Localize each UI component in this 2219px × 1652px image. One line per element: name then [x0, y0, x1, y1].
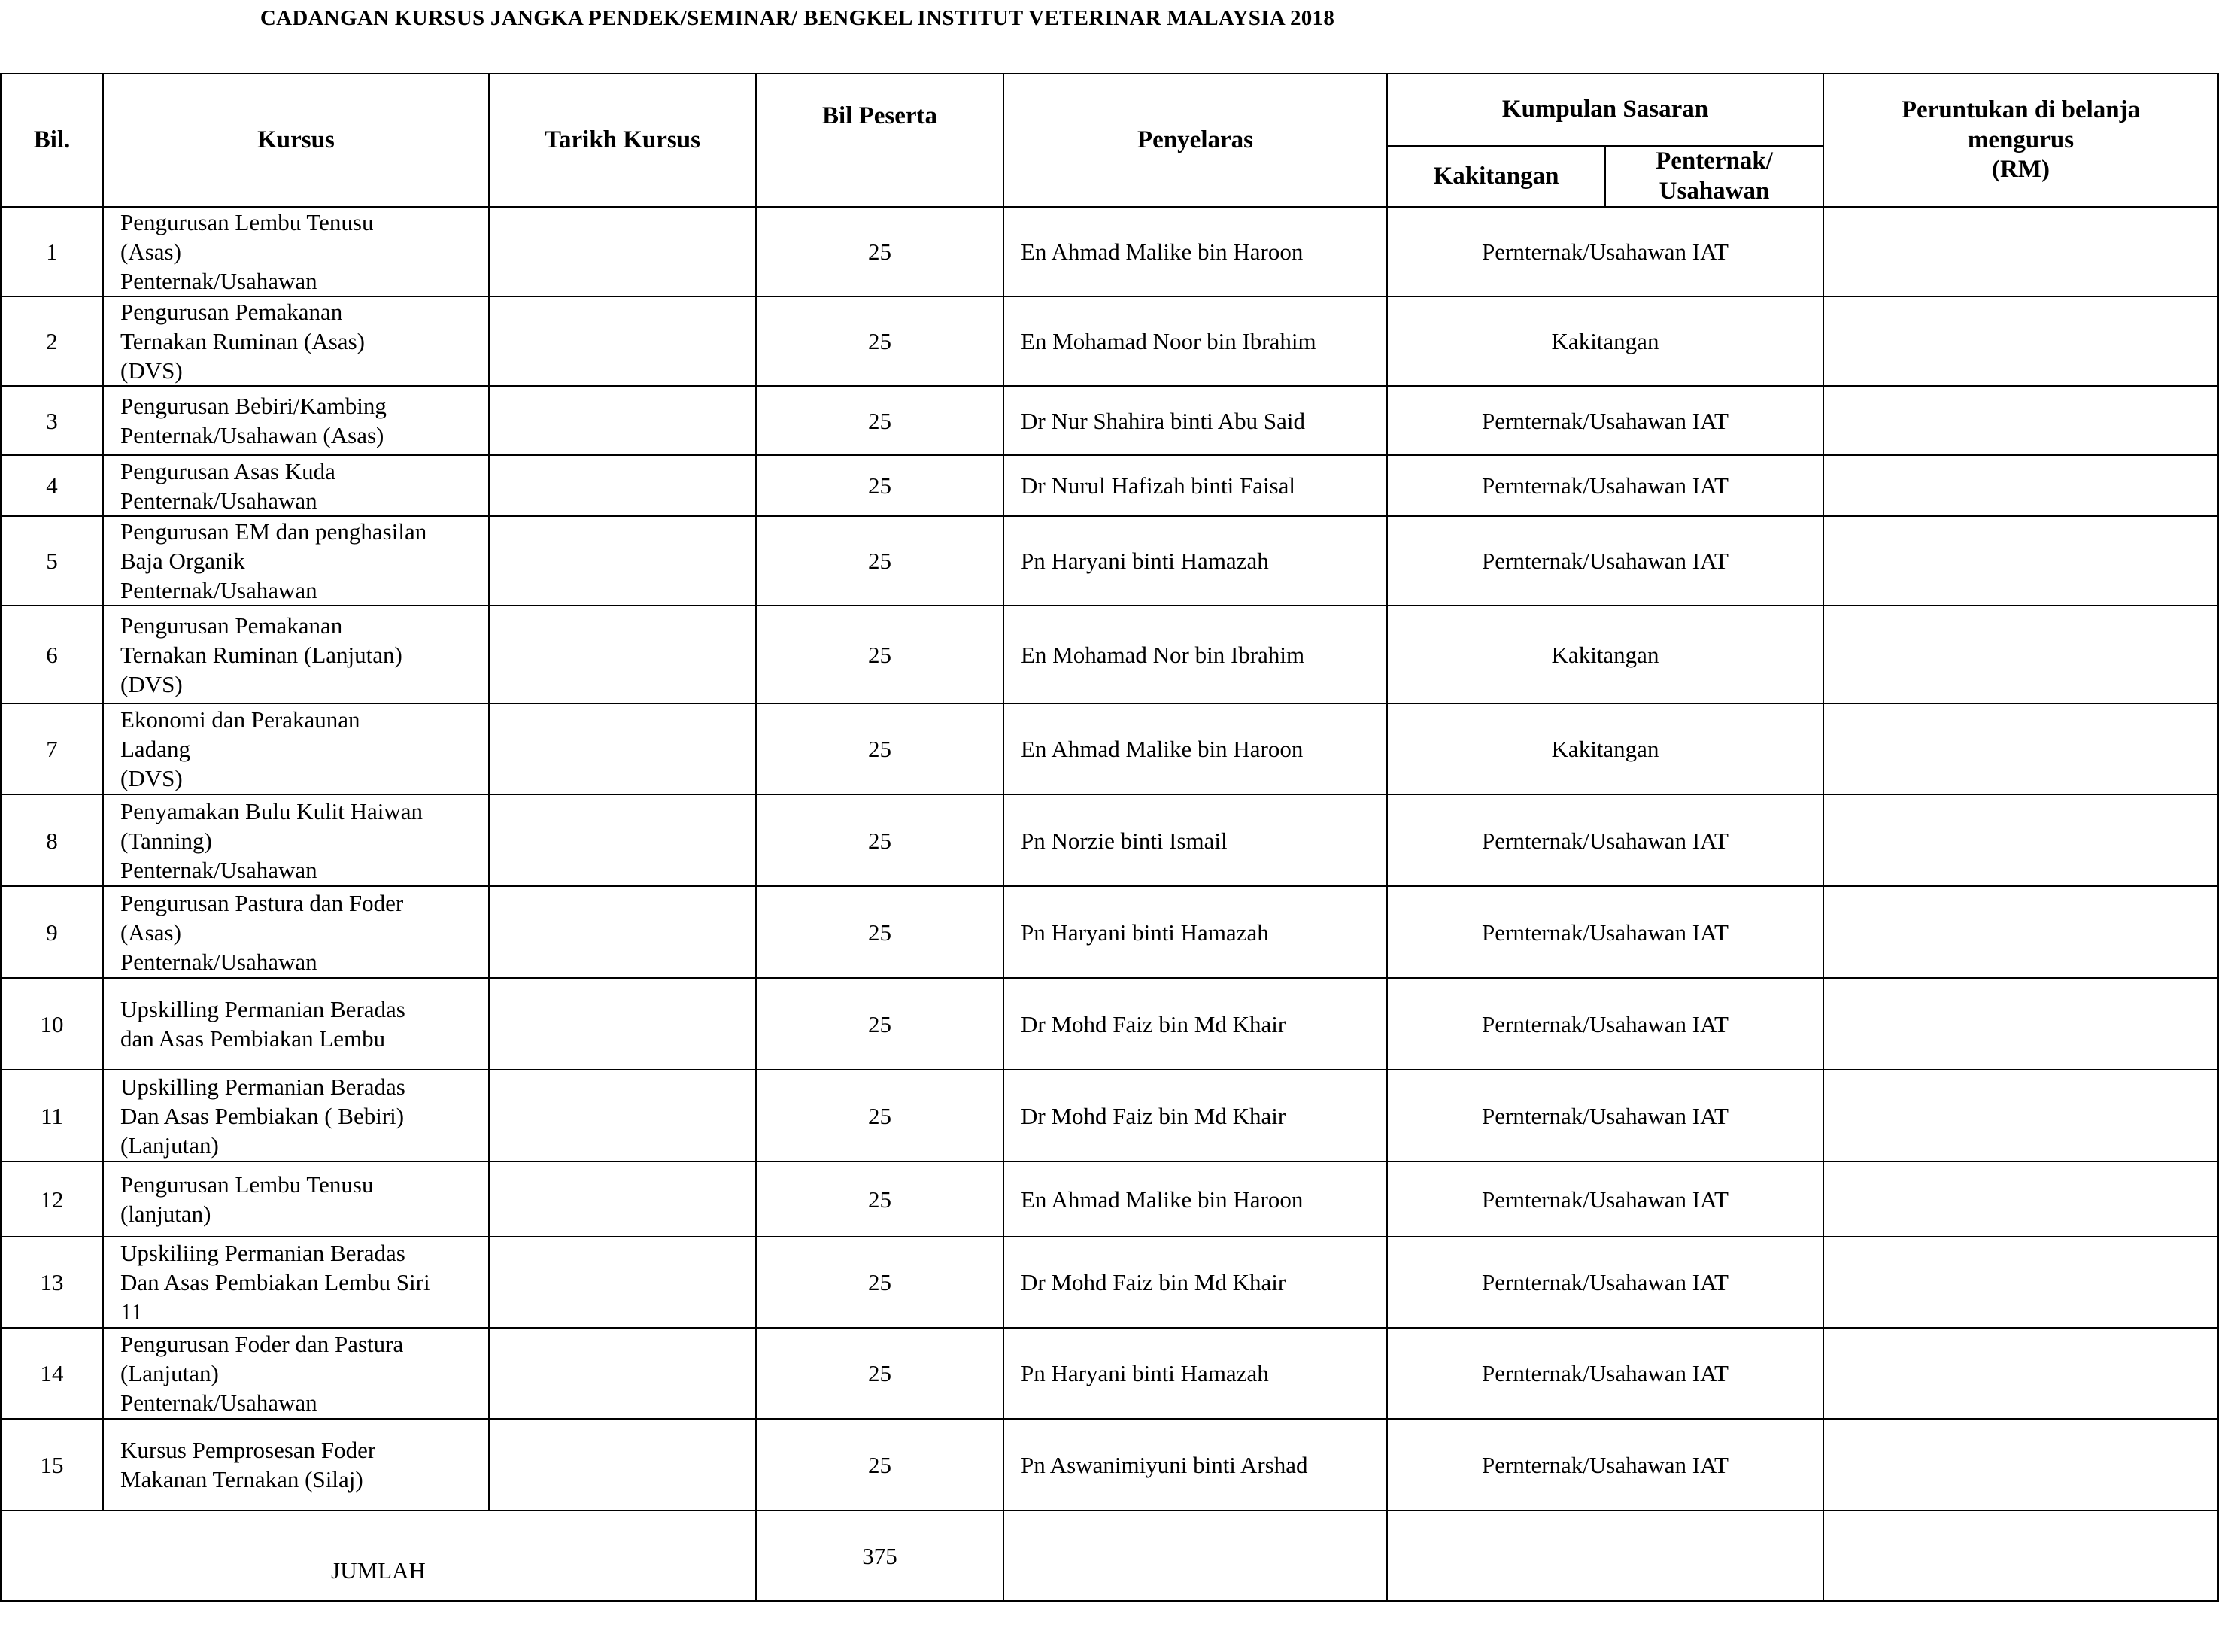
- kursus-line: Pengurusan Lembu Tenusu: [120, 1171, 374, 1198]
- cell-peruntukan: [1823, 516, 2218, 606]
- cell-penyelaras: Pn Norzie binti Ismail: [1003, 794, 1387, 886]
- header-peruntukan-line: (RM): [1992, 156, 2050, 184]
- cell-peserta: 25: [756, 1328, 1003, 1419]
- course-table: [0, 73, 2219, 1602]
- table-row: [1, 516, 2218, 606]
- cell-penyelaras: Dr Mohd Faiz bin Md Khair: [1003, 1237, 1387, 1328]
- cell-peserta: 25: [756, 455, 1003, 516]
- total-peserta: 375: [756, 1511, 1003, 1601]
- kursus-line: Kursus Pemprosesan Foder: [120, 1437, 376, 1464]
- cell-kumpulan: Pernternak/Usahawan IAT: [1387, 386, 1823, 455]
- cell-penyelaras: Dr Mohd Faiz bin Md Khair: [1003, 1070, 1387, 1162]
- header-kumpulan-sasaran: Kumpulan Sasaran: [1387, 74, 1823, 146]
- kursus-line: Pengurusan Asas Kuda: [120, 457, 335, 484]
- kursus-line: Ternakan Ruminan (Asas): [120, 328, 365, 355]
- cell-bil: 4: [1, 455, 103, 516]
- cell-peserta: 25: [756, 1162, 1003, 1237]
- kursus-line: Penyamakan Bulu Kulit Haiwan: [120, 797, 423, 824]
- kursus-line: Ternakan Ruminan (Lanjutan): [120, 641, 402, 668]
- cell-tarikh: [489, 606, 756, 703]
- kursus-line: dan Asas Pembiakan Lembu: [120, 1025, 386, 1052]
- table-row: [1, 386, 2218, 455]
- cell-penyelaras: En Mohamad Nor bin Ibrahim: [1003, 606, 1387, 703]
- kursus-line: Upskilling Permanian Beradas: [120, 1073, 405, 1100]
- cell-kursus: [103, 1070, 489, 1162]
- cell-tarikh: [489, 886, 756, 978]
- cell-peruntukan: [1823, 1237, 2218, 1328]
- cell-kumpulan: Kakitangan: [1387, 296, 1823, 386]
- cell-peruntukan: [1823, 1328, 2218, 1419]
- cell-kursus: [103, 606, 489, 703]
- header-kakitangan: Kakitangan: [1387, 146, 1605, 207]
- cell-peruntukan: [1823, 296, 2218, 386]
- cell-penyelaras: En Ahmad Malike bin Haroon: [1003, 703, 1387, 794]
- cell-kursus: [103, 1328, 489, 1419]
- kursus-line: Penternak/Usahawan (Asas): [120, 422, 384, 449]
- cell-peserta: 25: [756, 1419, 1003, 1511]
- cell-penyelaras: Dr Mohd Faiz bin Md Khair: [1003, 978, 1387, 1070]
- cell-peruntukan: [1823, 1162, 2218, 1237]
- kursus-line: Pengurusan Pemakanan: [120, 612, 343, 639]
- total-label: JUMLAH: [1, 1511, 756, 1601]
- cell-tarikh: [489, 978, 756, 1070]
- cell-penyelaras: Pn Haryani binti Hamazah: [1003, 1328, 1387, 1419]
- kursus-line: Dan Asas Pembiakan ( Bebiri): [120, 1102, 405, 1129]
- cell-penyelaras: Pn Aswanimiyuni binti Arshad: [1003, 1419, 1387, 1511]
- cell-penyelaras: Pn Haryani binti Hamazah: [1003, 516, 1387, 606]
- kursus-line: Pengurusan Pastura dan Foder: [120, 889, 404, 916]
- cell-tarikh: [489, 703, 756, 794]
- kursus-line: Penternak/Usahawan: [120, 1389, 317, 1417]
- cell-tarikh: [489, 1237, 756, 1328]
- cell-tarikh: [489, 1328, 756, 1419]
- cell-kumpulan: Pernternak/Usahawan IAT: [1387, 455, 1823, 516]
- kursus-line: Upskiliing Permanian Beradas: [120, 1240, 405, 1267]
- cell-kumpulan: Pernternak/Usahawan IAT: [1387, 1162, 1823, 1237]
- header-penternak: [1605, 146, 1823, 207]
- cell-penyelaras: En Ahmad Malike bin Haroon: [1003, 1162, 1387, 1237]
- cell-kumpulan: Kakitangan: [1387, 606, 1823, 703]
- cell-kumpulan: Pernternak/Usahawan IAT: [1387, 1237, 1823, 1328]
- cell-kursus: [103, 207, 489, 296]
- cell-tarikh: [489, 296, 756, 386]
- kursus-line: Penternak/Usahawan: [120, 856, 317, 883]
- cell-bil: 9: [1, 886, 103, 978]
- table-row: [1, 1419, 2218, 1511]
- kursus-line: Penternak/Usahawan: [120, 268, 317, 295]
- cell-bil: 13: [1, 1237, 103, 1328]
- cell-peserta: 25: [756, 794, 1003, 886]
- cell-peserta: 25: [756, 1237, 1003, 1328]
- cell-kumpulan: Pernternak/Usahawan IAT: [1387, 207, 1823, 296]
- cell-peserta: 25: [756, 606, 1003, 703]
- cell-bil: 8: [1, 794, 103, 886]
- table-row: [1, 207, 2218, 296]
- kursus-line: (DVS): [120, 670, 183, 697]
- cell-kumpulan: Pernternak/Usahawan IAT: [1387, 516, 1823, 606]
- kursus-line: Makanan Ternakan (Silaj): [120, 1466, 363, 1493]
- total-empty-cell: [1823, 1511, 2218, 1601]
- kursus-line: Pengurusan EM dan penghasilan: [120, 518, 427, 545]
- table-row: [1, 1162, 2218, 1237]
- cell-tarikh: [489, 386, 756, 455]
- cell-bil: 12: [1, 1162, 103, 1237]
- cell-penyelaras: En Ahmad Malike bin Haroon: [1003, 207, 1387, 296]
- kursus-line: (lanjutan): [120, 1201, 211, 1228]
- header-peruntukan: [1823, 74, 2218, 207]
- cell-kumpulan: Pernternak/Usahawan IAT: [1387, 1070, 1823, 1162]
- cell-kumpulan: Pernternak/Usahawan IAT: [1387, 1328, 1823, 1419]
- kursus-line: Ladang: [120, 736, 190, 763]
- cell-tarikh: [489, 1070, 756, 1162]
- kursus-line: (Tanning): [120, 827, 212, 854]
- kursus-line: (DVS): [120, 357, 183, 384]
- kursus-line: Penternak/Usahawan: [120, 487, 317, 514]
- cell-penyelaras: Dr Nur Shahira binti Abu Said: [1003, 386, 1387, 455]
- cell-tarikh: [489, 207, 756, 296]
- cell-bil: 2: [1, 296, 103, 386]
- cell-bil: 6: [1, 606, 103, 703]
- cell-kursus: [103, 978, 489, 1070]
- kursus-line: Pengurusan Lembu Tenusu: [120, 209, 374, 236]
- kursus-line: Upskilling Permanian Beradas: [120, 996, 405, 1023]
- cell-kumpulan: Pernternak/Usahawan IAT: [1387, 1419, 1823, 1511]
- kursus-line: Ekonomi dan Perakaunan: [120, 706, 360, 733]
- table-row: [1, 606, 2218, 703]
- cell-kursus: [103, 1237, 489, 1328]
- cell-bil: 1: [1, 207, 103, 296]
- cell-kumpulan: Pernternak/Usahawan IAT: [1387, 886, 1823, 978]
- cell-bil: 15: [1, 1419, 103, 1511]
- cell-kumpulan: Pernternak/Usahawan IAT: [1387, 978, 1823, 1070]
- cell-kumpulan: Pernternak/Usahawan IAT: [1387, 794, 1823, 886]
- cell-bil: 11: [1, 1070, 103, 1162]
- header-penternak-line: Usahawan: [1659, 177, 1770, 205]
- cell-peserta: 25: [756, 516, 1003, 606]
- cell-kursus: [103, 1162, 489, 1237]
- header-peruntukan-line: Peruntukan di belanja: [1901, 96, 2141, 124]
- kursus-line: Baja Organik: [120, 548, 245, 575]
- header-penyelaras: Penyelaras: [1003, 74, 1387, 207]
- table-row: [1, 978, 2218, 1070]
- kursus-line: (Asas): [120, 919, 181, 946]
- header-kursus: Kursus: [103, 74, 489, 207]
- cell-kursus: [103, 296, 489, 386]
- cell-bil: 7: [1, 703, 103, 794]
- cell-kursus: [103, 1419, 489, 1511]
- cell-peruntukan: [1823, 207, 2218, 296]
- table-row: [1, 455, 2218, 516]
- cell-peruntukan: [1823, 794, 2218, 886]
- table-row: [1, 794, 2218, 886]
- cell-penyelaras: Dr Nurul Hafizah binti Faisal: [1003, 455, 1387, 516]
- kursus-line: (Lanjutan): [120, 1360, 219, 1387]
- cell-bil: 10: [1, 978, 103, 1070]
- table-row: [1, 296, 2218, 386]
- cell-peruntukan: [1823, 1070, 2218, 1162]
- cell-penyelaras: En Mohamad Noor bin Ibrahim: [1003, 296, 1387, 386]
- cell-peruntukan: [1823, 606, 2218, 703]
- header-tarikh: Tarikh Kursus: [489, 74, 756, 207]
- cell-peruntukan: [1823, 886, 2218, 978]
- cell-bil: 3: [1, 386, 103, 455]
- cell-kursus: [103, 386, 489, 455]
- table-row: [1, 1328, 2218, 1419]
- cell-kursus: [103, 703, 489, 794]
- total-empty-cell: [1387, 1511, 1823, 1601]
- cell-peserta: 25: [756, 703, 1003, 794]
- cell-peserta: 25: [756, 207, 1003, 296]
- cell-tarikh: [489, 516, 756, 606]
- kursus-line: Penternak/Usahawan: [120, 948, 317, 975]
- kursus-line: Dan Asas Pembiakan Lembu Siri: [120, 1269, 430, 1296]
- kursus-line: (Lanjutan): [120, 1131, 219, 1159]
- cell-tarikh: [489, 1162, 756, 1237]
- kursus-line: (Asas): [120, 238, 181, 266]
- cell-kursus: [103, 794, 489, 886]
- cell-bil: 5: [1, 516, 103, 606]
- kursus-line: Pengurusan Pemakanan: [120, 299, 343, 326]
- cell-kumpulan: Kakitangan: [1387, 703, 1823, 794]
- cell-peruntukan: [1823, 703, 2218, 794]
- cell-tarikh: [489, 455, 756, 516]
- header-bil: Bil.: [1, 74, 103, 207]
- cell-kursus: [103, 886, 489, 978]
- cell-peserta: 25: [756, 886, 1003, 978]
- cell-tarikh: [489, 1419, 756, 1511]
- cell-peserta: 25: [756, 978, 1003, 1070]
- kursus-line: Pengurusan Foder dan Pastura: [120, 1331, 404, 1358]
- table-row: [1, 703, 2218, 794]
- header-peruntukan-line: mengurus: [1967, 126, 2075, 153]
- table-row: [1, 1070, 2218, 1162]
- kursus-line: Penternak/Usahawan: [120, 577, 317, 604]
- kursus-line: Pengurusan Bebiri/Kambing: [120, 393, 387, 420]
- cell-bil: 14: [1, 1328, 103, 1419]
- cell-peruntukan: [1823, 386, 2218, 455]
- cell-peserta: 25: [756, 386, 1003, 455]
- header-penternak-line: Penternak/: [1656, 147, 1773, 175]
- table-row: [1, 886, 2218, 978]
- kursus-line: (DVS): [120, 765, 183, 792]
- header-bil-peserta: Bil Peserta: [756, 74, 1003, 207]
- cell-peruntukan: [1823, 1419, 2218, 1511]
- cell-tarikh: [489, 794, 756, 886]
- cell-peserta: 25: [756, 296, 1003, 386]
- table-row: [1, 1237, 2218, 1328]
- cell-penyelaras: Pn Haryani binti Hamazah: [1003, 886, 1387, 978]
- cell-peserta: 25: [756, 1070, 1003, 1162]
- cell-kursus: [103, 516, 489, 606]
- page-title: CADANGAN KURSUS JANGKA PENDEK/SEMINAR/ BENGKEL INSTITUT VETERINAR MALAYSIA 2018: [260, 6, 1335, 30]
- total-empty-cell: [1003, 1511, 1387, 1601]
- cell-kursus: [103, 455, 489, 516]
- kursus-line: 11: [120, 1298, 143, 1326]
- cell-peruntukan: [1823, 978, 2218, 1070]
- cell-peruntukan: [1823, 455, 2218, 516]
